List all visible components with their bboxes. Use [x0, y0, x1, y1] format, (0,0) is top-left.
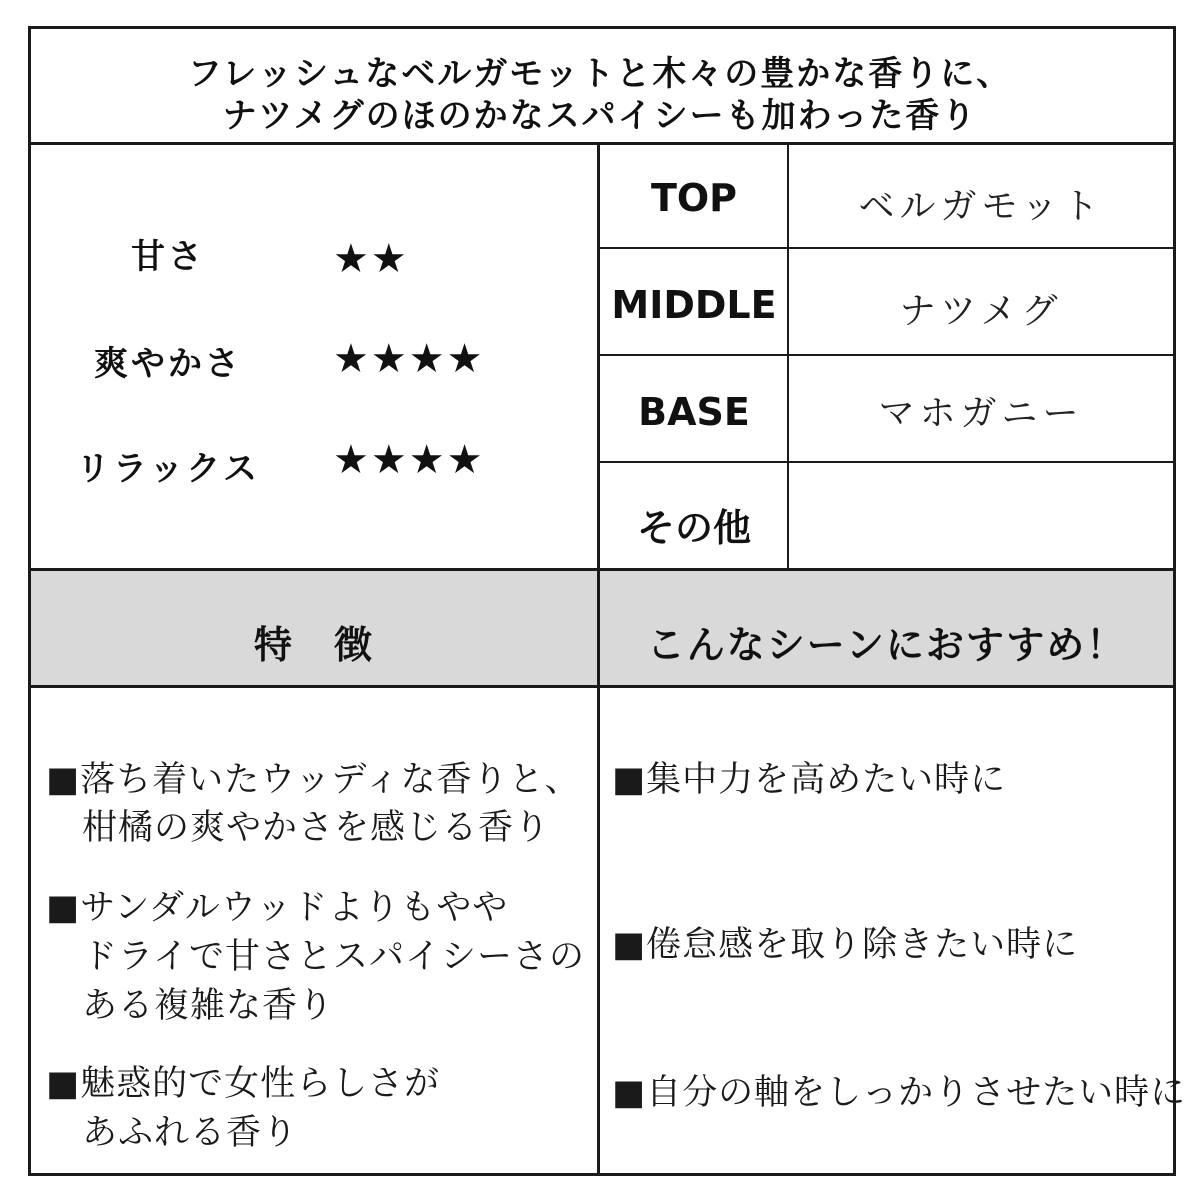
- note-value-base: マホガニー: [878, 393, 1084, 434]
- rating-label-freshness: 爽やかさ: [94, 344, 242, 384]
- features-title: 特 徴: [253, 623, 374, 667]
- divider-note-1: [598, 247, 1176, 249]
- rating-stars-freshness: ★★★★: [333, 336, 485, 382]
- divider-note-3: [598, 461, 1176, 463]
- feature-1-line-1: ■落ち着いたウッディな香りと、: [46, 760, 581, 800]
- note-label-top: TOP: [650, 176, 738, 220]
- feature-2-line-1: ■サンダルウッドよりもやや: [46, 888, 509, 928]
- scenes-title: こんなシーンにおすすめ！: [646, 623, 1127, 667]
- headline-line-2: ナツメグのほのかなスパイシーも加わった香り: [222, 96, 978, 136]
- divider-section-bottom: [28, 685, 1176, 688]
- rating-label-sweetness: 甘さ: [131, 237, 205, 277]
- feature-2-line-3: ある複雑な香り: [82, 986, 335, 1026]
- note-value-top: ベルガモット: [858, 186, 1104, 227]
- rating-stars-sweetness: ★★: [333, 236, 409, 282]
- rating-label-relax: リラックス: [76, 449, 260, 489]
- scene-item-1: ■集中力を高めたい時に: [612, 760, 1007, 800]
- note-value-middle: ナツメグ: [899, 291, 1063, 332]
- divider-headline: [28, 142, 1176, 145]
- feature-3-line-2: あふれる香り: [82, 1113, 299, 1153]
- feature-1-line-2: 柑橘の爽やかさを感じる香り: [82, 808, 551, 848]
- divider-note-2: [598, 354, 1176, 356]
- divider-section-top: [28, 568, 1176, 571]
- rating-stars-relax: ★★★★: [333, 437, 485, 483]
- feature-3-line-1: ■魅惑的で女性らしさが: [46, 1064, 441, 1104]
- feature-2-line-2: ドライで甘さとスパイシーさの: [82, 937, 585, 977]
- note-label-other: その他: [636, 506, 751, 550]
- scene-item-3: ■自分の軸をしっかりさせたい時に: [612, 1073, 1187, 1113]
- note-label-base: BASE: [638, 390, 750, 434]
- headline-line-1: フレッシュなベルガモットと木々の豊かな香りに、: [187, 54, 1013, 94]
- note-label-middle: MIDDLE: [611, 283, 777, 327]
- scene-item-2: ■倦怠感を取り除きたい時に: [612, 925, 1079, 965]
